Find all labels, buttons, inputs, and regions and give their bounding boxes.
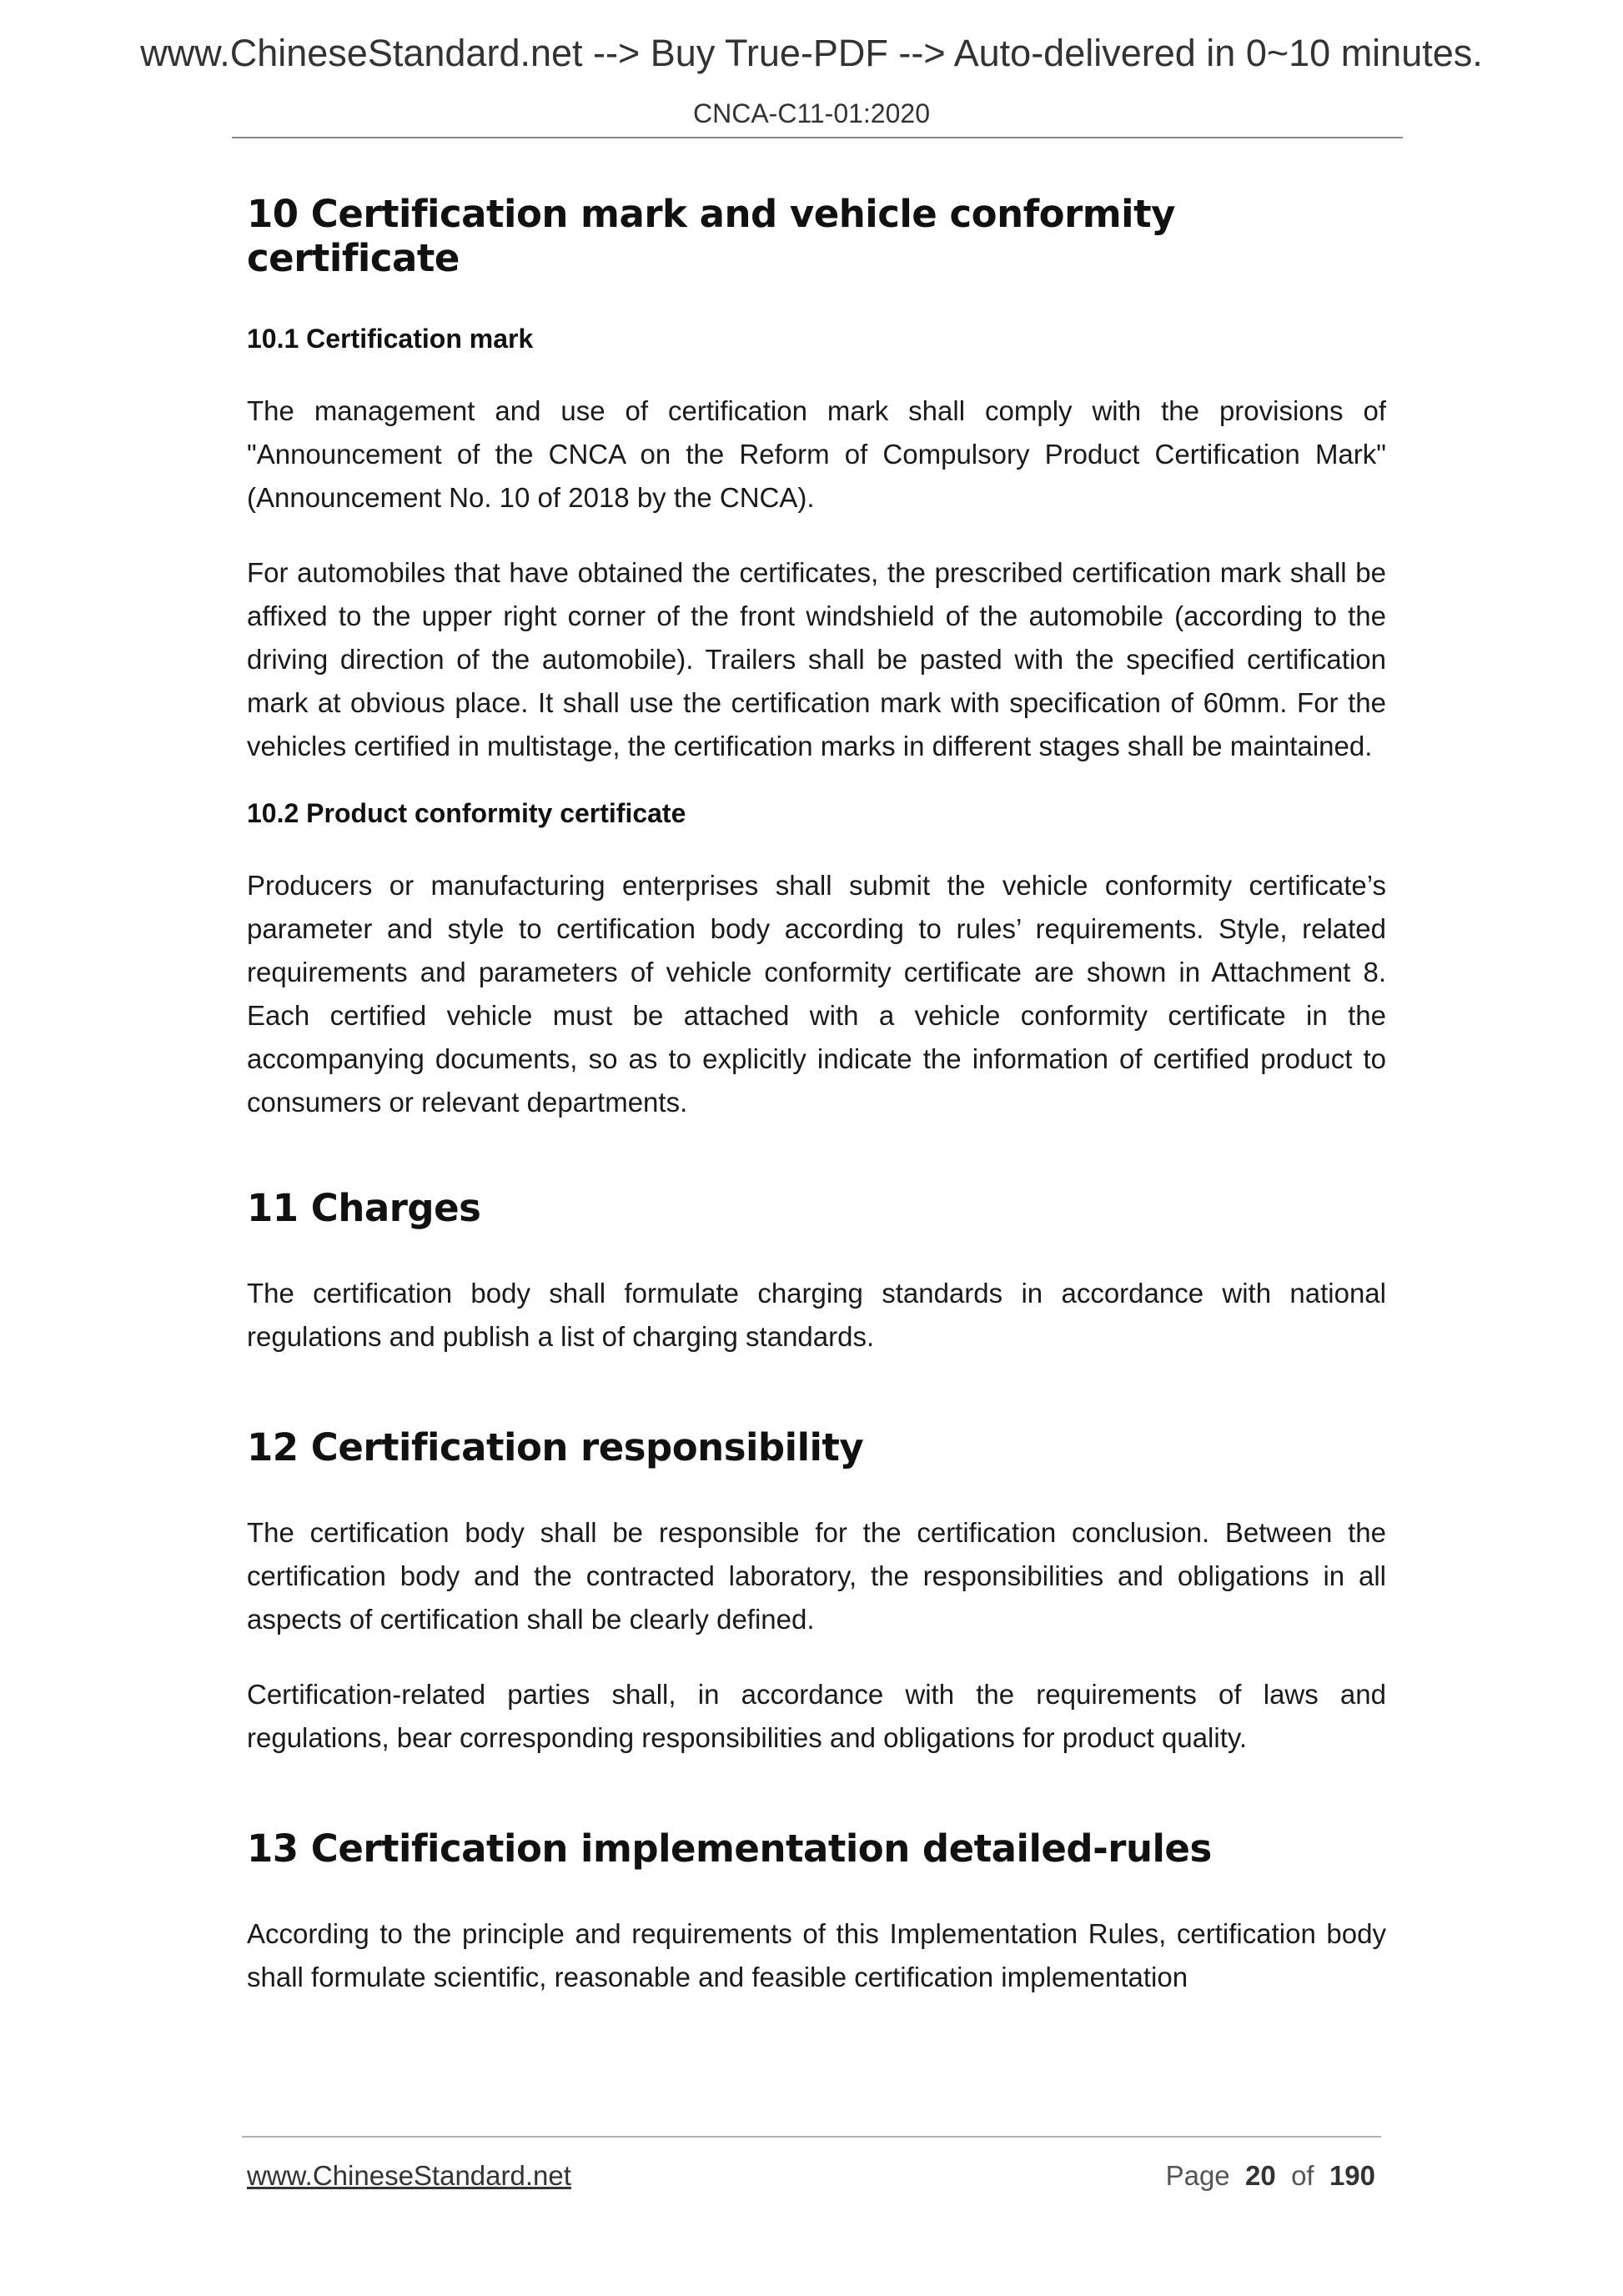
section-12-heading: 12 Certification responsibility: [247, 1425, 864, 1470]
document-body: [247, 192, 1386, 1999]
page-label: Page: [1165, 2160, 1230, 2191]
header-divider: [232, 137, 1403, 138]
section-10-1-paragraph-2: For automobiles that have obtained the certificates, the prescribed certification mark shall be affixed to the upper right corner of the front windshield of the automobile (according to the driving direction of the automobile). Trailers shall be pasted with the specified certification mark at obvious place. It shall use the certification mark with specification of 60mm. For the vehicles certified in multistage, the certification marks in different stages shall be maintained.: [247, 557, 1386, 761]
section-12-paragraph-2: Certification-related parties shall, in accordance with the requirements of laws and regulations, bear corresponding responsibilities and obligations for product quality.: [247, 1679, 1386, 1753]
section-13-paragraph-1: According to the principle and requirements of this Implementation Rules, certification body shall formulate scientific, reasonable and feasible certification implementation: [247, 1918, 1386, 1992]
site-banner: www.ChineseStandard.net --> Buy True-PDF --> Auto-delivered in 0~10 minutes.: [140, 32, 1483, 74]
page-indicator: [1166, 2160, 1375, 2192]
section-11-paragraph-1: The certification body shall formulate charging standards in accordance with national regulations and publish a list of charging standards.: [247, 1278, 1386, 1352]
section-10-1-paragraph-1: The management and use of certification mark shall comply with the provisions of "Announcement of the CNCA on the Reform of Compulsory Product Certification Mark" (Announcement No. 10 of 2018 by the CNCA).: [247, 395, 1386, 513]
section-12-paragraph-1: The certification body shall be responsible for the certification conclusion. Between the certification body and the contracted laboratory, the responsibilities and obligations in all aspects of certification shall be clearly defined.: [247, 1517, 1386, 1635]
footer-divider: [242, 2136, 1381, 2138]
section-10-2-paragraph-1: Producers or manufacturing enterprises shall submit the vehicle conformity certificate’s parameter and style to certification body according to rules’ requirements. Style, related requirements and parameters of vehicle conformity certificate are shown in Attachment 8. Each certified vehicle must be attached with a vehicle conformity certificate in the accompanying documents, so as to explicitly indicate the information of certified product to consumers or relevant departments.: [247, 870, 1386, 1118]
page-of-label: of: [1291, 2160, 1314, 2191]
section-10-heading: 10 Certification mark and vehicle conformity certificate: [247, 192, 1175, 280]
page-current: 20: [1245, 2160, 1276, 2191]
section-10-1-heading: 10.1 Certification mark: [247, 324, 534, 354]
section-13-heading: 13 Certification implementation detailed-rules: [247, 1826, 1212, 1871]
section-11-heading: 11 Charges: [247, 1186, 481, 1230]
footer-site-link[interactable]: www.ChineseStandard.net: [247, 2160, 571, 2191]
document-code: CNCA-C11-01:2020: [693, 98, 930, 128]
section-10-2-heading: 10.2 Product conformity certificate: [247, 798, 686, 828]
page-total: 190: [1329, 2160, 1375, 2191]
